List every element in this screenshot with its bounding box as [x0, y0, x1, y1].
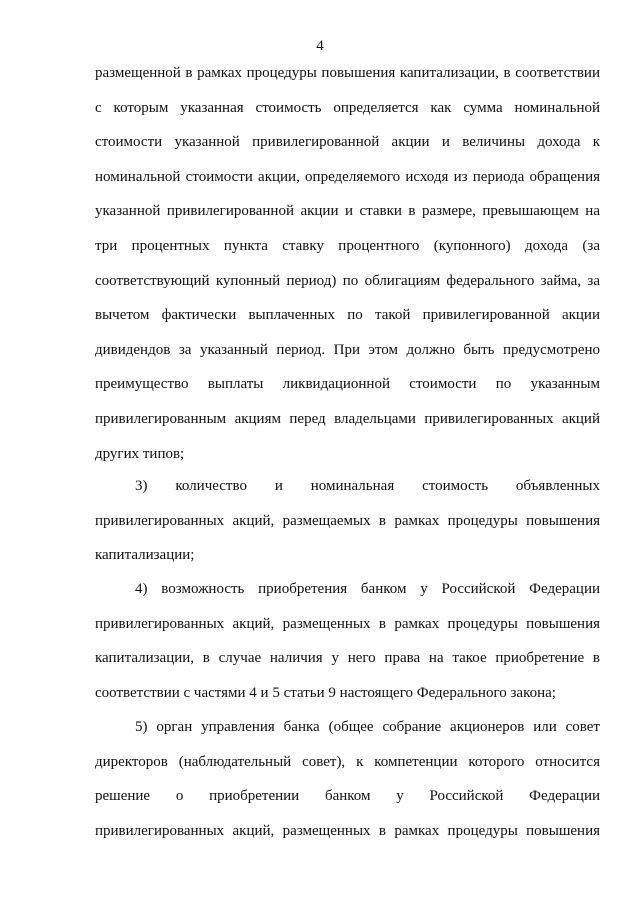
- text-line: номинальной стоимости акции, определяемого исходя из периода обращения: [95, 168, 600, 185]
- text-line: директоров (наблюдательный совет), к компетенции которого относится: [95, 753, 600, 770]
- text-line: соответствующий купонный период) по облигациям федерального займа, за: [95, 272, 600, 289]
- text-line: капитализации, в случае наличия у него права на такое приобретение в: [95, 650, 600, 667]
- text-line: 5) орган управления банка (общее собрание акционеров или совет: [135, 719, 600, 735]
- text-line: привилегированных акций, размещаемых в рамках процедуры повышения: [95, 512, 600, 529]
- page-number: 4: [316, 38, 324, 54]
- text-line: других типов;: [95, 445, 185, 462]
- text-line: вычетом фактически выплаченных по такой привилегированной акции: [95, 307, 600, 324]
- text-line: решение о приобретении банком у Российской Федерации: [95, 788, 600, 805]
- paragraph-item-5: [95, 710, 600, 848]
- text-line: размещенной в рамках процедуры повышения капитализации, в соответствии: [95, 65, 600, 81]
- text-line: стоимости указанной привилегированной акции и величины дохода к: [95, 134, 600, 151]
- text-line: три процентных пункта ставку процентного (купонного) дохода (за: [95, 237, 600, 254]
- text-line: 3) количество и номинальная стоимость объявленных: [135, 478, 600, 494]
- text-line: с которым указанная стоимость определяется как сумма номинальной: [95, 99, 600, 116]
- text-line: привилегированных акций, размещенных в рамках процедуры повышения: [95, 822, 600, 839]
- text-line: 4) возможность приобретения банком у Российской Федерации: [135, 581, 600, 597]
- text-line: соответствии с частями 4 и 5 статьи 9 настоящего Федерального закона;: [95, 684, 556, 701]
- text-line: капитализации;: [95, 547, 195, 564]
- text-line: указанной привилегированной акции и ставки в размере, превышающем на: [95, 203, 600, 220]
- paragraph-item-3: [95, 469, 600, 573]
- text-line: привилегированных акций, размещенных в рамках процедуры повышения: [95, 615, 600, 632]
- text-line: привилегированным акциям перед владельцами привилегированных акций: [95, 410, 600, 427]
- paragraph-continuation: [95, 56, 600, 471]
- text-line: преимущество выплаты ликвидационной стоимости по указанным: [95, 376, 600, 393]
- paragraph-item-4: [95, 572, 600, 710]
- text-line: дивидендов за указанный период. При этом должно быть предусмотрено: [95, 341, 600, 358]
